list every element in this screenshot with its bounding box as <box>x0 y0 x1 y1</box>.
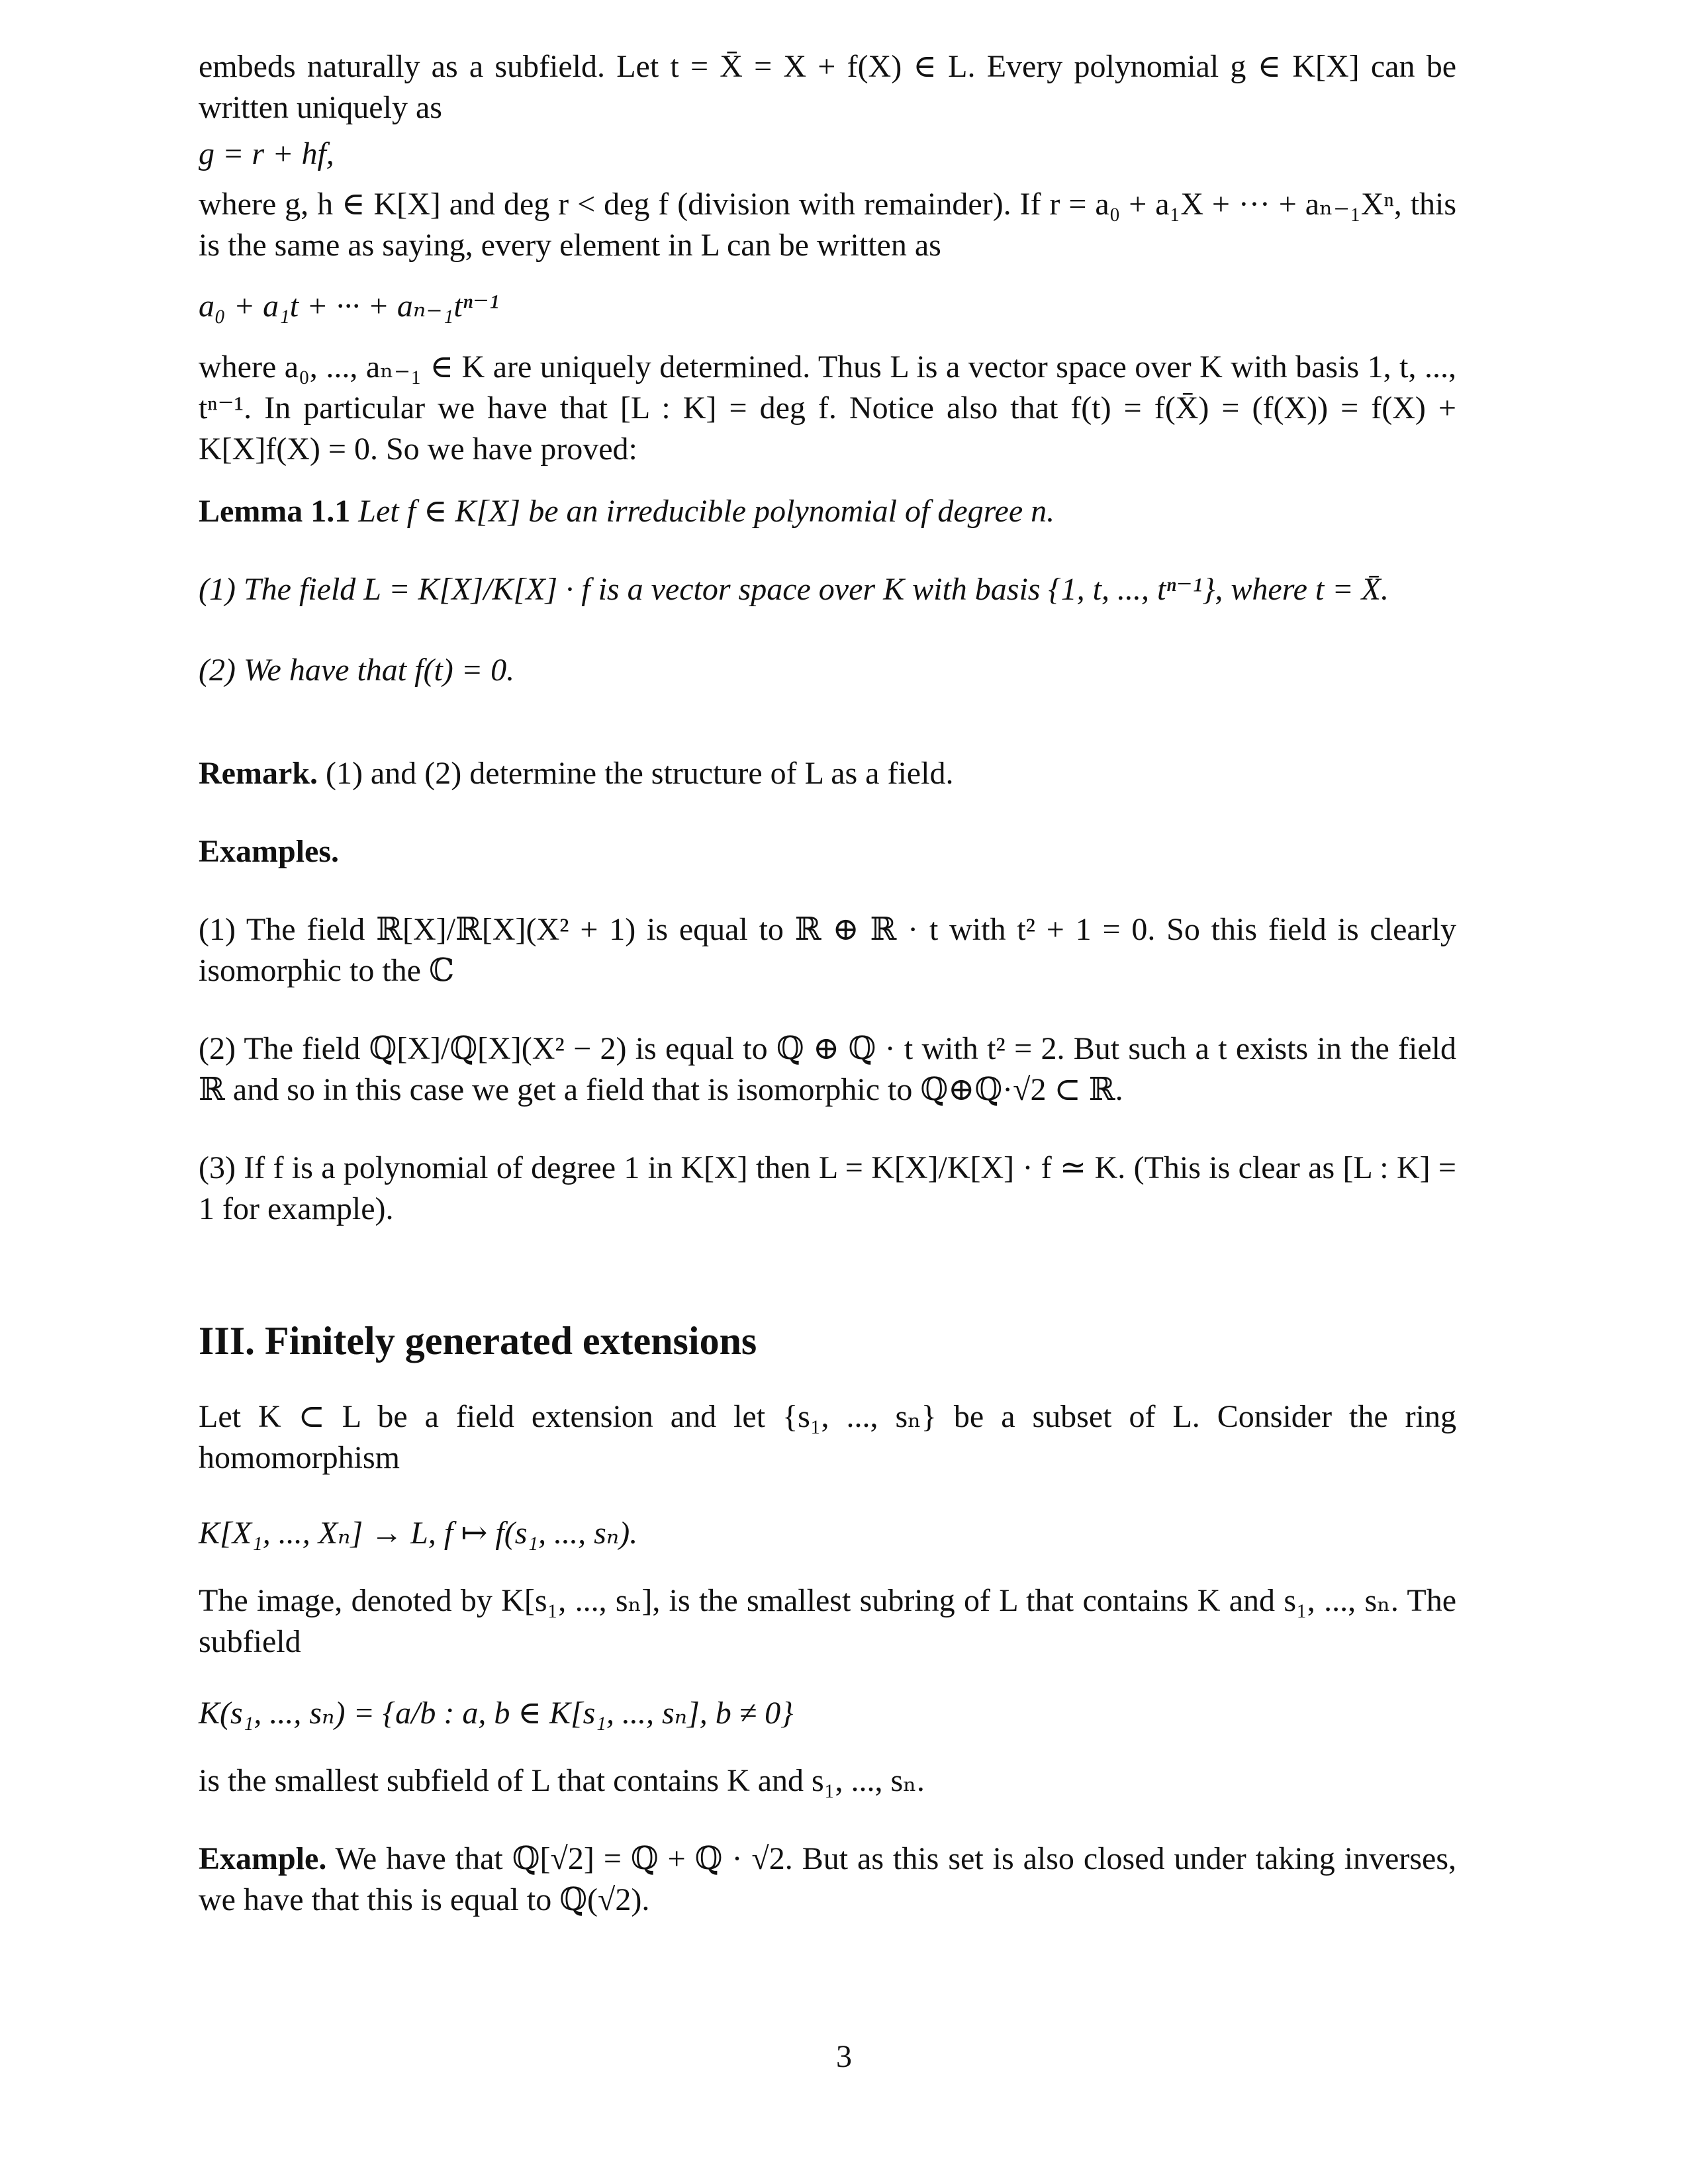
paragraph-ring-homomorphism: Let K ⊂ L be a field extension and let {s₁, ..., sₙ} be a subset of L. Consider the ring homomorphism <box>199 1399 1456 1475</box>
example-label: Example. <box>199 1841 327 1876</box>
lemma-label: Lemma 1.1 <box>199 494 351 529</box>
lemma-statement <box>199 491 1456 532</box>
lemma-part-2: (2) We have that f(t) = 0. <box>199 653 515 688</box>
paragraph-subfield: embeds naturally as a subfield. Let t = X̄ = X + f(X) ∈ L. Every polynomial g ∈ K[X] can be written uniquely as <box>199 49 1456 125</box>
example-1: (1) The field ℝ[X]/ℝ[X](X² + 1) is equal to ℝ ⊕ ℝ · t with t² + 1 = 0. So this field is clearly isomorphic to the ℂ <box>199 912 1456 988</box>
page-number: 3 <box>836 2039 852 2074</box>
remark-label: Remark. <box>199 756 318 791</box>
paragraph-smallest-subfield: is the smallest subfield of L that contains K and s₁, ..., sₙ. <box>199 1763 925 1798</box>
example-sqrt2 <box>199 1839 1456 1921</box>
example-2: (2) The field ℚ[X]/ℚ[X](X² − 2) is equal to ℚ ⊕ ℚ · t with t² = 2. But such a t exists in the field ℝ and so in this case we get a field that is isomorphic to ℚ⊕ℚ·√2 ⊂ ℝ. <box>199 1031 1456 1107</box>
lemma-part-1: (1) The field L = K[X]/K[X] · f is a vector space over K with basis {1, t, ..., tⁿ⁻¹}, where t = X̄. <box>199 572 1389 607</box>
paragraph-remainder: where g, h ∈ K[X] and deg r < deg f (division with remainder). If r = a₀ + a₁X + ··· + aₙ₋₁Xⁿ, this is the same as saying, every element in L can be written as <box>199 187 1456 263</box>
equation-division: g = r + hf, <box>199 136 334 171</box>
equation-ring-homomorphism: K[X₁, ..., Xₙ] → L, f ↦ f(s₁, ..., sₙ). <box>199 1516 638 1551</box>
equation-subfield: K(s₁, ..., sₙ) = {a/b : a, b ∈ K[s₁, ..., sₙ], b ≠ 0} <box>199 1696 794 1731</box>
example-text: We have that ℚ[√2] = ℚ + ℚ · √2. But as this set is also closed under taking inverses, we have that this is equal to ℚ(√2). <box>199 1841 1456 1917</box>
remark <box>199 753 1456 794</box>
lemma-text: Let f ∈ K[X] be an irreducible polynomial of degree n. <box>358 494 1055 529</box>
examples-heading: Examples. <box>199 834 340 869</box>
paragraph-vector-space: where a₀, ..., aₙ₋₁ ∈ K are uniquely determined. Thus L is a vector space over K with basis 1, t, ..., tⁿ⁻¹. In particular we have that [L : K] = deg f. Notice also that f(t) = f(X̄) = (f(X)) = f(X) + K[X]f(X) = 0. So we have proved: <box>199 349 1456 467</box>
equation-basis-expansion: a₀ + a₁t + ··· + aₙ₋₁tⁿ⁻¹ <box>199 289 499 324</box>
remark-text: (1) and (2) determine the structure of L as a field. <box>325 756 954 791</box>
page-body <box>199 46 1456 1921</box>
example-3: (3) If f is a polynomial of degree 1 in K[X] then L = K[X]/K[X] · f ≃ K. (This is clear as [L : K] = 1 for example). <box>199 1150 1456 1226</box>
section-title: III. Finitely generated extensions <box>199 1319 757 1363</box>
paragraph-image: The image, denoted by K[s₁, ..., sₙ], is the smallest subring of L that contains K and s₁, ..., sₙ. The subfield <box>199 1583 1456 1659</box>
